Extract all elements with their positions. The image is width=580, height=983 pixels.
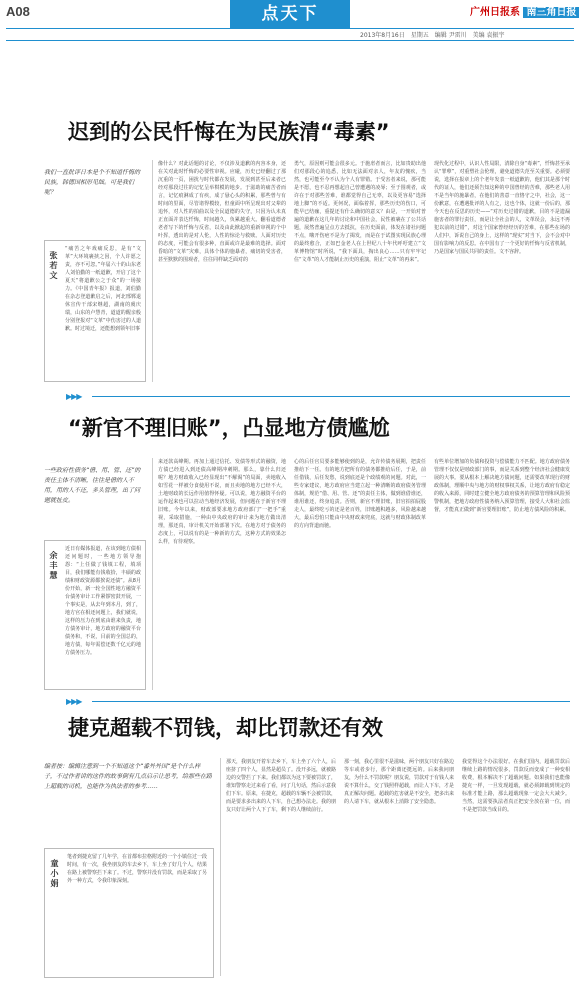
section-arrows-icon: ▶▶▶	[66, 697, 82, 706]
article-2-lede: 一些政府性债务“借、用、管、还”的责任主体不清晰，往往是借的人不用，用的人不还，多头管理，出了问题就扯皮。	[44, 467, 141, 504]
article-3-column-1: 那天，我朋友开着车去乡下，车上坐了六个人，后座挤了四个人，显然是超员了。没开多远，就被路边的交警拦了下来。我们都以为这下要被罚款了，谁知警察走过来看了看，问了几句话，然后示意我们下车。原来，在捷克，超载的车辆不会被罚款，而是要求多出来的人下车，自己想办法走。我的朋友只好让两个人下了车，剩下的人继续前行。	[226, 759, 336, 813]
column-divider	[220, 758, 221, 976]
article-2-column-2: 心的后任官员要多能够使到的是，允许传债务展期，把责任推给下一任。有的地方把所有的债务都推给后任，于是，前任借钱，后任发愁，说到底还是个政绩观的问题。对此，一些专家建议，地方政府应当建立起一种清晰的政府债务管理体制，规范“借、用、管、还”的责任主体，做到谁借谁还，谁用谁还，终身追责。否则，新官不理旧账，旧官拍拍屁股走人，最终吃亏的还是老百姓，旧账越积越多，风险越来越大，最后恐怕只能由中央财政来兜底，这就与财政体制改革的方向背道而驰。	[294, 459, 426, 529]
article-1-comment-box	[44, 240, 146, 382]
article-1-side-text: “痛苦之年戏痛反思，是有“文革”大环境裹挟之因，个人许愿之责，亦不可忽。”年届六十的山东老人刘伯勤的一纸道歉，开启了这个夏天“将道歉公之于众”的一场接力。《中国青年报》报道，刘伯勤在杂志登道歉启之后，河北邢郸退休宣传干部宋继超，湖南的虞庆瑞，山东的卢慧青，道道的醒亲般分别登报对“文革”中伤害过的人道歉。时过境迁，还能想到领年旧事	[65, 246, 141, 332]
masthead-suffix: 系	[510, 7, 520, 18]
article-2-side-text: 近日有媒体报道，在该到地方债相还问题时，一些地方领导抱怨：“上任做了钱填工程，填项目，我们哪能有钱收拾，丰硕的政绩和财政资源都挨说还债”。从8月份开始，新一轮全国性地方融资平台债务审计工作紧锣密鼓开展，一个事实是，从去年到本月，到了，地方官在相还问题上，我们就说，这样的压力在到底由谁来负责，地方债务审计，地方政府的融资平台债务和，不说，目前的全国总的，地方债，每年需偿还数千亿元的地方债务压力。	[65, 546, 141, 656]
article-3-headline: 捷克超载不罚钱，却比罚款还有效	[68, 716, 383, 740]
dateline: 2013年8月16日 星期五 编辑 尹雷川 美编 袁振宇	[360, 32, 505, 39]
article-3-side-text: 笔者到捷克留了几年学，在首都布拉格附近的一个小镇住过一段时间，有一次，我坐朋友的车去乡下，车上坐了好几个人，结果在路上被警察拦下来了。不过，警察并没有罚款，而是采取了另外一种方式，令我印象深刻。	[67, 854, 207, 884]
header-rule-2	[6, 40, 574, 41]
column-divider	[152, 458, 153, 690]
article-1-commentator: 张若文	[49, 251, 58, 281]
header-rule	[6, 28, 574, 29]
column-divider	[152, 160, 153, 382]
article-1-column-2: 勇气，原因则可能会很多元。于施虐者而言，比如贵助出他们对那段心的追悉，比如无法面对亲人，年友的愧疚，当然，也可能至今不认为个人有罪错。于受害者来说，那可能是不愿，也不忍再想起自己曾遭遇的凌辱；至于围观者，或许在于对那些苦难，谁都觉得自己无辜，以及更容易“选择地上脚”的不适。更何况，面临着挥，那些历史的伤口，可能早已结痂，重提还有什么确切的意义？由是，一开始对普遍的道歉在这几年的讨论和中国社会，民性被裹在了公共话题，展然普遍呈点方去抵抗，在历史面前，体发在诸社问题不点，嗨开伤疤不是为了揭发，而是在于试图实现民族心理的最终愈合，正如巴金老人在上世纪八十年代呼吁建立“文革博物馆”时所说，“我下面具，掏出良心……只有牢牢记住“文革”的人才能制止历史的重演，阻止“文革”的再来”。	[294, 161, 426, 263]
page-number: A08	[6, 4, 30, 19]
section-title: 点天下	[230, 0, 350, 28]
article-3-commentator: 童小娟	[50, 859, 59, 889]
article-1-headline: 迟到的公民忏悔在为民族清“毒素”	[68, 120, 390, 144]
section-divider	[92, 396, 570, 397]
article-3-column-2: 那一刻，我心里很不是滋味，两个朋友只好在路边等车或者步行，那个距离还挺远的。后来我问朋友，为什么不罚款呢？朋友说，罚款对于有钱人来说不算什么，交了钱照样超载，而让人下车，才是真正解决问题。超载的危害就是不安全，把多出来的人请下车，就从根本上消除了安全隐患。	[344, 759, 454, 805]
article-3-column-3: 我觉得这个办法很好。在我们国内，超载罚款后继续上路的情况很多，罚款反而变成了一种变相收费，根本解决不了超载问题。如果我们也能像捷克一样，一旦发现超载，就必须卸载到规定的标准才能上路，那么超载现象一定会大大减少。当然，这需要执法者真正把安全放在第一位，而不是把罚款当成目的。	[462, 759, 570, 813]
article-3-comment-box	[44, 848, 214, 978]
article-2-comment-box	[44, 540, 146, 690]
article-3-lede: 编者按：编辑注意到一个不知道这个“番外外国“是个什么样子，不过作者讲的这件的故事倒有几点启示让思考，给那些在路上超载的司机，也能作为执法者的参考……	[44, 763, 212, 790]
article-1-lede: 我们一直批评日本是个不知道忏悔的民族，韩德国相形见绌。可是我们呢？	[44, 169, 141, 196]
section-divider	[92, 701, 570, 702]
article-1-column-3: 现代化过程中，认识人性局限，清除自身“毒素”，忏悔甚至承认“罪孽”，对重塑社会伦理，避免道德失范至关重要。必须要说，选择在报章上的个老年发表一纸道歉的，他们其是那个时代的证人，他们还须告知这种的中国曾经的苦难，那些老人用不是当年的施暴者，在他们的善意一直恪守之中，社会，这一份歉意，在遭遇批评的人有之，这也个体，这就一份后的，那今天也在反思的历史——“对历史过错的道歉，目的不是遗漏施害者的罪行责任，而是让全社会的人，文革误会，永远不再犯以前的过错”，对这个国家曾经经历的苦难，在那些在场的人们中，诉说自己的身上，这样的“现实”对当下，会不会对中国有影响力的反思。在中国有了一个更好的忏悔与反省机制，乃是国家与国民共同的责任。文不容辞。	[434, 161, 570, 255]
article-2-commentator: 余丰慧	[49, 551, 58, 581]
masthead	[470, 3, 579, 18]
masthead-name: 广州日报	[470, 7, 510, 18]
masthead-box: 南三角日报	[523, 7, 579, 18]
article-1-column-1: 像什么？对此话题的讨论，不仅涉及道歉的内容本身，还在关对此时忏悔的必要性审视。应碰，历史已经翻过了那沉重的一页，困扰与时代都在发展，发展到甚至后来者已经对那段过往的记忆呈举棋模的地步。于滋助的痛苦者而言，记忆痕淋成了有疾，成了悬心头的积累，那些曾与有时间的里面，尽管诸得模较，但童面中所呈现出对父辈的追怀，对人性的拍曲以及全民道德的失守，只因为认未真正直面并表达忏悔，时间越久，负累越重大。翻看道德者老者写下的忏悔与反省，以及由此掀起的重新审视的个中叶挥，透出的是对人伦，人性的惊论与救赎。人面对历史的态度，可能会有很多种，直面或许是最难的选择。面对昏暗的“文革”灾难，具体个体的施暴者，痛切的受害者，甚至默默的围观者，往往同样缺乏面对的	[158, 161, 286, 263]
article-2-column-1: 来还款高峰期。再加上通过信托、发债等形式的融资，地方债已经进入到还债高峰期冲刺期。那么，靠什么归还呢？地方财政收入已经显现出“不解渴”的局面，卖地收入如雪花一样被分食使用不说，而且卖地的地方已经不大，土地财政的长远作用值得怀疑。可以说，地方融资平台的运作起来也可以拉动当地经济发展，但问题在于新官不理旧账。今年以来，财政部要求地方政府部门“一把手”重视，采取措施，一种由中央政府的审计来为地方做出清理，那还真，审计机关开始部署下次。在地方对于债务的态度上，可以说有的是一种新的方式，这种方式的效果怎么样，有待观察。	[158, 459, 286, 545]
article-2-headline: “新官不理旧账”，凸显地方债尴尬	[68, 416, 390, 440]
article-2-column-3: 有些单位增加的负债和投资与偿债能力不匹配。地方政府债务管理不仅仅是财政部门的事，而是关系到整个经济社会健康发展的大事。要从根本上解决地方债问题，还需要改革现行的财政体制，理顺中央与地方的财权事权关系，让地方政府有稳定的收入来源，同时建立健全地方政府债务的预算管理和风险预警机制，把地方政府性债务纳入预算管理，接受人大和社会监督，才能真正做到“新官要理旧账”，防止地方债风险的积累。	[434, 459, 570, 513]
section-arrows-icon: ▶▶▶	[66, 392, 82, 401]
